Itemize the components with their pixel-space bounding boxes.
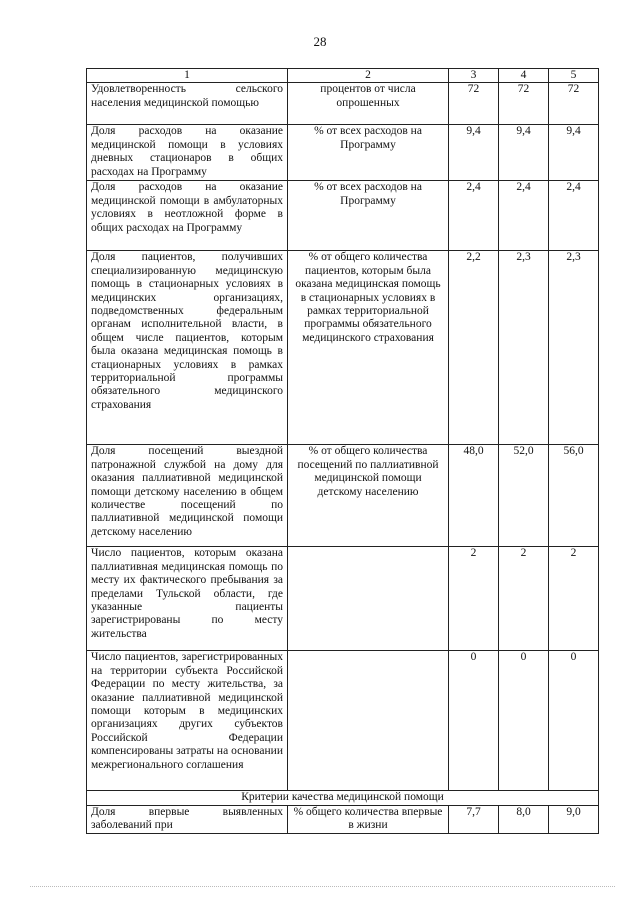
table-row (87, 445, 599, 547)
value-cell: 9,4 (549, 125, 599, 181)
indicator-cell: Число пациентов, зарегистрированных на территории субъекта Российской Федерации по месту жительства, за оказание паллиативной медицинской помощи которым в медицинских организациях других субъектов Российской Федерации компенсированы затраты на основании межрегионального соглашения (87, 651, 288, 791)
section-header-row (87, 791, 599, 805)
value-cell: 72 (549, 83, 599, 125)
value-cell: 2,4 (499, 181, 549, 251)
value-cell: 2,4 (549, 181, 599, 251)
value-cell: 9,4 (449, 125, 499, 181)
value-cell: 8,0 (499, 805, 549, 833)
header-col-3: 3 (449, 69, 499, 83)
value-cell: 9,0 (549, 805, 599, 833)
table-row (87, 547, 599, 651)
header-col-5: 5 (549, 69, 599, 83)
header-col-2: 2 (288, 69, 449, 83)
page-edge-divider (30, 886, 615, 888)
value-cell: 0 (549, 651, 599, 791)
indicators-table (86, 68, 599, 834)
table-row (87, 651, 599, 791)
unit-cell: % от общего количества посещений по паллиативной медицинской помощи детскому населению (288, 445, 449, 547)
table-row (87, 125, 599, 181)
value-cell: 2 (499, 547, 549, 651)
indicator-cell: Доля впервые выявленных заболеваний при (87, 805, 288, 833)
value-cell: 52,0 (499, 445, 549, 547)
table-row (87, 181, 599, 251)
header-col-4: 4 (499, 69, 549, 83)
value-cell: 72 (449, 83, 499, 125)
unit-cell: % от всех расходов на Программу (288, 125, 449, 181)
value-cell: 48,0 (449, 445, 499, 547)
unit-cell (288, 547, 449, 651)
unit-cell (288, 651, 449, 791)
unit-cell: % общего количества впервые в жизни (288, 805, 449, 833)
unit-cell: % от всех расходов на Программу (288, 181, 449, 251)
indicator-cell: Число пациентов, которым оказана паллиативная медицинская помощь по месту их фактического пребывания за пределами Тульской области, где указанные пациенты зарегистрированы по месту жительства (87, 547, 288, 651)
indicator-cell: Доля расходов на оказание медицинской помощи в условиях дневных стационаров в общих расходах на Программу (87, 125, 288, 181)
value-cell: 56,0 (549, 445, 599, 547)
table-header-row (87, 69, 599, 83)
header-col-1: 1 (87, 69, 288, 83)
section-title: Критерии качества медицинской помощи (87, 791, 599, 805)
value-cell: 0 (499, 651, 549, 791)
value-cell: 9,4 (499, 125, 549, 181)
value-cell: 72 (499, 83, 549, 125)
value-cell: 2,2 (449, 251, 499, 445)
page-number: 28 (313, 34, 327, 49)
value-cell: 2,3 (499, 251, 549, 445)
value-cell: 2 (449, 547, 499, 651)
unit-cell: процентов от числа опрошенных (288, 83, 449, 125)
value-cell: 2,3 (549, 251, 599, 445)
table-row (87, 805, 599, 833)
table-row (87, 251, 599, 445)
indicator-cell: Доля посещений выездной патронажной службой на дому для оказания паллиативной медицинской помощи детскому населению в общем количестве посещений по паллиативной медицинской помощи детскому населению (87, 445, 288, 547)
unit-cell: % от общего количества пациентов, которым была оказана медицинская помощь в стационарных условиях в рамках территориальной программы обязательного медицинского страхования (288, 251, 449, 445)
indicator-cell: Доля пациентов, получивших специализированную медицинскую помощь в стационарных условиях в медицинских организациях, подведомственных федеральным органам исполнительной власти, в общем числе пациентов, которым была оказана медицинская помощь в стационарных условиях в рамках территориальной программы обязательного медицинского страхования (87, 251, 288, 445)
value-cell: 7,7 (449, 805, 499, 833)
table-row (87, 83, 599, 125)
indicator-cell: Удовлетворенность сельского населения медицинской помощью (87, 83, 288, 125)
value-cell: 2 (549, 547, 599, 651)
indicator-cell: Доля расходов на оказание медицинской помощи в амбулаторных условиях в неотложной форме в общих расходах на Программу (87, 181, 288, 251)
value-cell: 2,4 (449, 181, 499, 251)
value-cell: 0 (449, 651, 499, 791)
